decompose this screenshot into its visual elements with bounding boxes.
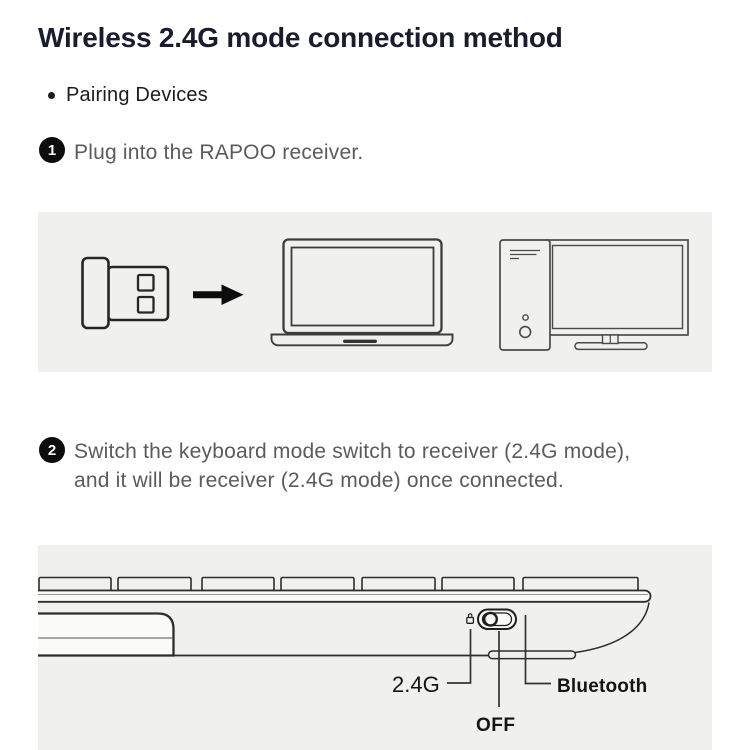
laptop-icon	[272, 240, 453, 346]
receiver-illustration-canvas	[38, 212, 712, 372]
leader-line-bluetooth	[526, 615, 552, 684]
tower-icon	[500, 240, 550, 350]
usb-receiver-icon	[83, 258, 169, 328]
lock-icon	[467, 614, 474, 624]
label-off: OFF	[476, 715, 516, 736]
keyboard-illustration-canvas	[38, 545, 712, 750]
step-2	[39, 437, 630, 495]
label-2-4g: 2.4G	[392, 672, 440, 697]
step-2-number-badge: 2	[39, 437, 65, 463]
label-bluetooth: Bluetooth	[557, 676, 648, 697]
bullet-dot	[48, 92, 55, 99]
step-2-text	[74, 437, 630, 495]
arrow-right-icon	[193, 285, 244, 306]
monitor-icon	[547, 240, 688, 349]
step-2-text-line-2: and it will be receiver (2.4G mode) once connected.	[74, 469, 564, 492]
receiver-illustration	[38, 212, 712, 372]
page-title: Wireless 2.4G mode connection method	[38, 22, 563, 53]
bullet-label: Pairing Devices	[66, 84, 208, 106]
keycap-row	[39, 578, 638, 591]
step-2-text-line-1: Switch the keyboard mode switch to receiver (2.4G mode),	[74, 440, 631, 463]
keyboard-illustration	[38, 545, 712, 750]
desktop-pc-icon	[500, 240, 688, 350]
bullet-item	[48, 84, 208, 107]
keyboard-side-profile-icon	[38, 578, 651, 659]
mode-switch-icon	[478, 610, 516, 630]
step-1-text: Plug into the RAPOO receiver.	[74, 141, 364, 164]
step-1-number-badge: 1	[39, 137, 65, 163]
step-1	[39, 137, 363, 167]
